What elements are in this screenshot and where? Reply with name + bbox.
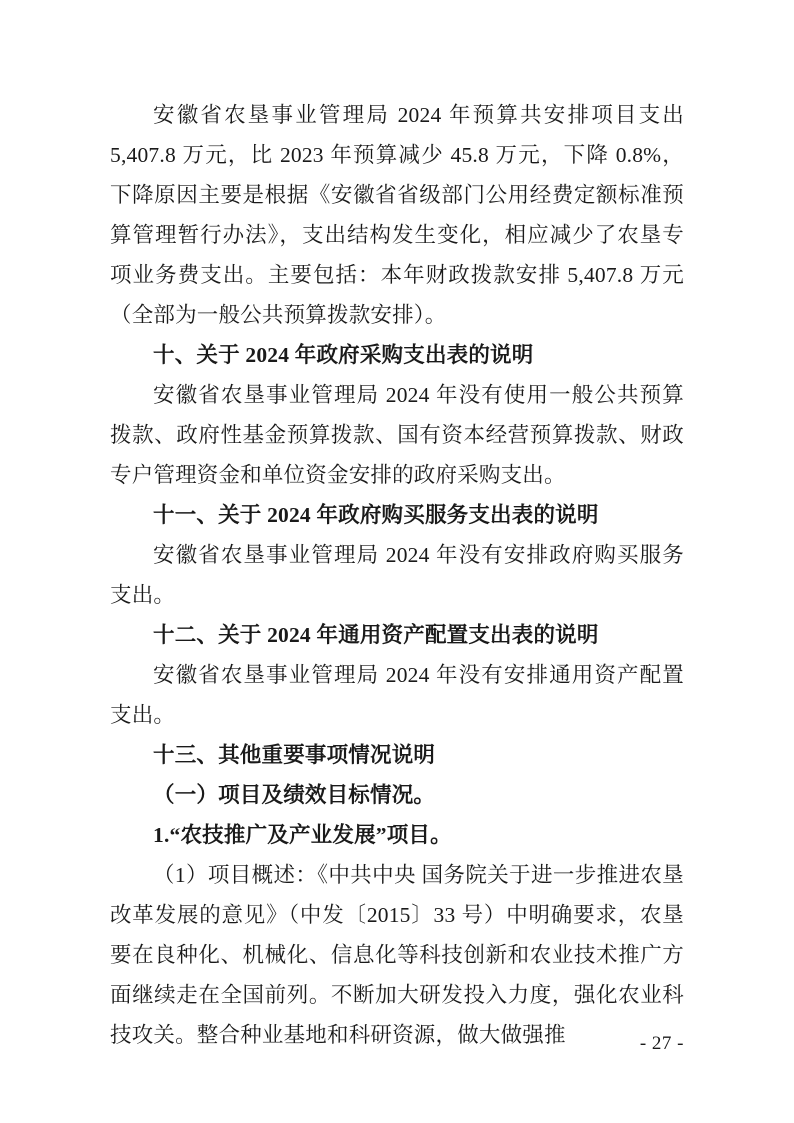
- paragraph-section-12-body: 安徽省农垦事业管理局 2024 年没有安排通用资产配置支出。: [110, 663, 684, 727]
- subheading-project-name: 1.“农技推广及产业发展”项目。: [153, 823, 452, 847]
- document-body: [110, 95, 684, 1055]
- paragraph-budget-summary: 安徽省农垦事业管理局 2024 年预算共安排项目支出 5,407.8 万元，比 2023 年预算减少 45.8 万元，下降 0.8%，下降原因主要是根据《安徽省省级部门公用经费定额标准预算管理暂行办法》，支出结构发生变化，相应减少了农垦专项业务费支出。主要包括：本年财政拨款安排 5,407.8 万元（全部为一般公共预算拨款安排）。: [110, 103, 684, 327]
- heading-section-10: 十、关于 2024 年政府采购支出表的说明: [153, 343, 534, 367]
- paragraph-project-overview: （1）项目概述：《中共中央 国务院关于进一步推进农垦改革发展的意见》（中发〔2015〕33 号）中明确要求，农垦要在良种化、机械化、信息化等科技创新和农业技术推广方面继续走在全国前列。不断加大研发投入力度，强化农业科技攻关。整合种业基地和科研资源，做大做强推: [110, 863, 684, 1047]
- heading-section-13: 十三、其他重要事项情况说明: [153, 743, 436, 767]
- paragraph-section-11-body: 安徽省农垦事业管理局 2024 年没有安排政府购买服务支出。: [110, 543, 684, 607]
- heading-section-11: 十一、关于 2024 年政府购买服务支出表的说明: [153, 503, 599, 527]
- heading-section-12: 十二、关于 2024 年通用资产配置支出表的说明: [153, 623, 599, 647]
- page-number: - 27 -: [639, 1033, 684, 1054]
- subheading-item-1: （一）项目及绩效目标情况。: [153, 783, 436, 807]
- paragraph-section-10-body: 安徽省农垦事业管理局 2024 年没有使用一般公共预算拨款、政府性基金预算拨款、国有资本经营预算拨款、财政专户管理资金和单位资金安排的政府采购支出。: [110, 383, 684, 487]
